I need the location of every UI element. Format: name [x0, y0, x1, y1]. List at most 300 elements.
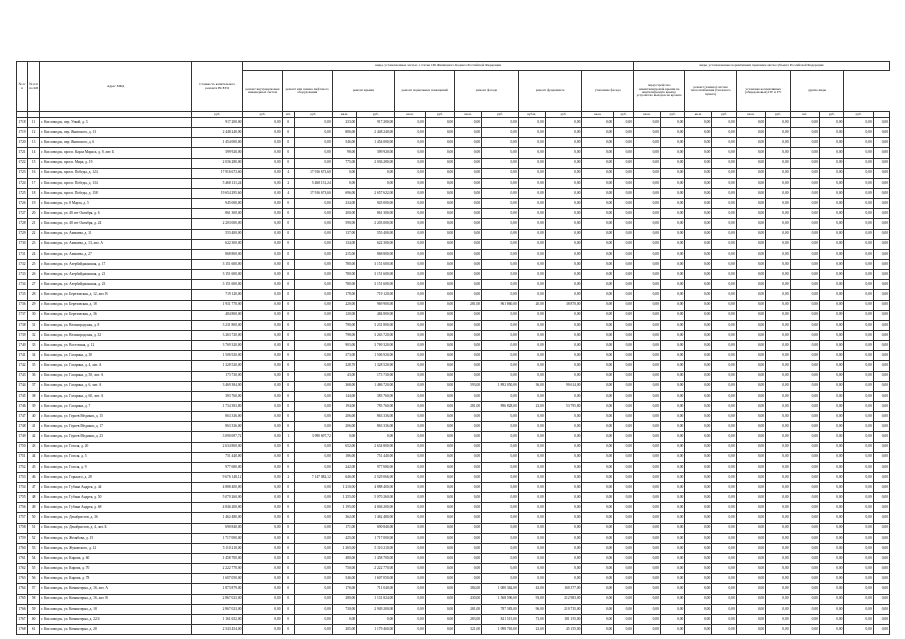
cell-ht_q: 0,00: [685, 412, 712, 422]
cell-bas: 0,00: [425, 614, 454, 624]
cell-x1: 0,00: [819, 462, 843, 472]
cell-bas: 0,00: [425, 452, 454, 462]
cell-fnd: 0,00: [545, 128, 582, 138]
table-row: [17, 574, 890, 584]
cell-x2: 0,00: [844, 168, 873, 178]
cell-k: 59: [28, 604, 40, 614]
cell-bas_q: 0,00: [395, 503, 426, 513]
cell-elev: 0,00: [294, 138, 332, 148]
cell-ht_q: 0,00: [685, 432, 712, 442]
cell-x1: 0,00: [819, 310, 843, 320]
cell-ins_q: 0,00: [582, 594, 614, 604]
cell-fnd: 0,00: [545, 483, 582, 493]
cell-elev_q: 4: [282, 168, 294, 178]
cell-elev_q: 0: [282, 574, 294, 584]
cell-k: 32: [28, 330, 40, 340]
cell-elev_q: 2: [282, 178, 294, 188]
cell-roof_q: 730,00: [332, 604, 356, 614]
cell-ins: 0,00: [614, 554, 634, 564]
cell-flr: 0,00: [660, 229, 684, 239]
col-total: Стоимость капитального ремонта ВСЕГО: [192, 62, 243, 112]
cell-x3: 0,00: [873, 341, 889, 351]
cell-ins_q: 0,00: [582, 158, 614, 168]
cell-elev_q: 0: [282, 219, 294, 229]
cell-roof: 2 949 200,00: [357, 604, 395, 614]
cell-mt_q: 0,00: [736, 472, 765, 482]
cell-bas: 0,00: [425, 280, 454, 290]
cell-fac: 0,00: [482, 138, 519, 148]
cell-fac: 821 515,00: [482, 614, 519, 624]
cell-x1: 0,00: [819, 493, 843, 503]
cell-flr: 0,00: [660, 351, 684, 361]
cell-total: 3 469 384,00: [192, 381, 243, 391]
cell-ht: 0,00: [712, 290, 736, 300]
cell-addr: г. Кисловодск, ул. Коминтерна, д. 16, лит. А: [40, 584, 192, 594]
cell-fac: 0,00: [482, 483, 519, 493]
cell-eng: 0,00: [243, 320, 282, 330]
cell-n: 1740: [17, 341, 28, 351]
cell-fac: 0,00: [482, 422, 519, 432]
cell-fnd: 0,00: [545, 422, 582, 432]
cell-mt_q: 0,00: [736, 533, 765, 543]
cell-fnd_q: 0,00: [518, 523, 545, 533]
cell-roof_q: 215,00: [332, 249, 356, 259]
cell-mt: 0,00: [766, 138, 790, 148]
cell-flr: 0,00: [660, 138, 684, 148]
cell-eng: 0,00: [243, 148, 282, 158]
cell-x2: 0,00: [844, 341, 873, 351]
cell-mt: 0,00: [766, 625, 790, 635]
cell-flr_q: 0,00: [633, 503, 660, 513]
cell-ht: 0,00: [712, 614, 736, 624]
cell-addr: г. Кисловодск, ул. Аммаева, д. 27: [40, 249, 192, 259]
cell-k: 35: [28, 361, 40, 371]
cell-ins: 0,00: [614, 300, 634, 310]
cell-x1: 0,00: [819, 229, 843, 239]
cell-elev_q: 0: [282, 341, 294, 351]
cell-fnd: 181 155,00: [545, 614, 582, 624]
cell-x1: 0,00: [819, 351, 843, 361]
cell-n: 1728: [17, 219, 28, 229]
cell-mt_q: 0,00: [736, 249, 765, 259]
cell-eng: 0,00: [243, 604, 282, 614]
cell-ins: 0,00: [614, 270, 634, 280]
cell-x1: 0,00: [819, 401, 843, 411]
cell-fnd_q: 0,00: [518, 442, 545, 452]
cell-ht_q: 0,00: [685, 128, 712, 138]
cell-ht: 0,00: [712, 118, 736, 128]
cell-elev_q: 0: [282, 543, 294, 553]
cell-fnd_q: 36,00: [518, 381, 545, 391]
cell-fnd: 0,00: [545, 442, 582, 452]
cell-ht: 0,00: [712, 564, 736, 574]
cell-roof: 3 151 600,00: [357, 270, 395, 280]
cell-oth: 0,00: [790, 422, 819, 432]
cell-roof: 3 263 720,00: [357, 330, 395, 340]
cell-flr: 0,00: [660, 188, 684, 198]
cell-ins: 0,00: [614, 361, 634, 371]
cell-k: 57: [28, 584, 40, 594]
cell-flr: 0,00: [660, 503, 684, 513]
cell-k: 33: [28, 341, 40, 351]
cell-ht_q: 0,00: [685, 239, 712, 249]
cell-bas_q: 0,00: [395, 300, 426, 310]
cell-roof_q: 646,00: [332, 472, 356, 482]
cell-flr: 0,00: [660, 371, 684, 381]
cell-x3: 0,00: [873, 229, 889, 239]
cell-roof: 969 900,00: [357, 300, 395, 310]
cell-x3: 0,00: [873, 310, 889, 320]
cell-bas: 0,00: [425, 341, 454, 351]
cell-flr: 0,00: [660, 604, 684, 614]
cell-eng: 0,00: [243, 351, 282, 361]
cell-ins: 0,00: [614, 310, 634, 320]
cell-fac: 0,00: [482, 259, 519, 269]
cell-ins: 0,00: [614, 118, 634, 128]
cell-x2: 0,00: [844, 422, 873, 432]
cell-bas_q: 0,00: [395, 219, 426, 229]
cell-mt_q: 0,00: [736, 239, 765, 249]
cell-bas: 0,00: [425, 148, 454, 158]
cell-k: 43: [28, 442, 40, 452]
cell-flr: 0,00: [660, 422, 684, 432]
cell-x1: 0,00: [819, 554, 843, 564]
cell-ht: 0,00: [712, 199, 736, 209]
cell-fac_q: 283,00: [455, 614, 482, 624]
cell-elev_q: 0: [282, 320, 294, 330]
cell-bas_q: 0,00: [395, 199, 426, 209]
cell-roof: 863 336,00: [357, 412, 395, 422]
cell-elev_q: 0: [282, 118, 294, 128]
cell-x2: 0,00: [844, 371, 873, 381]
cell-ht: 0,00: [712, 391, 736, 401]
cell-ins_q: 0,00: [582, 503, 614, 513]
cell-fnd_q: 0,00: [518, 422, 545, 432]
cell-total: 2 867 023,00: [192, 594, 243, 604]
cell-n: 1736: [17, 300, 28, 310]
table-row: [17, 290, 890, 300]
cell-x1: 0,00: [819, 128, 843, 138]
cell-addr: г. Кисловодск, ул. Кирова, д. 70: [40, 564, 192, 574]
cell-fnd: 0,00: [545, 259, 582, 269]
cell-flr: 0,00: [660, 564, 684, 574]
cell-n: 1746: [17, 401, 28, 411]
cell-elev_q: 2: [282, 472, 294, 482]
cell-bas_q: 0,00: [395, 543, 426, 553]
cell-mt: 0,00: [766, 259, 790, 269]
cell-ht: 0,00: [712, 178, 736, 188]
cell-total: 1 454 000,00: [192, 138, 243, 148]
cell-elev_q: 1: [282, 432, 294, 442]
cell-fnd: 0,00: [545, 371, 582, 381]
cell-total: 2 203 000,00: [192, 219, 243, 229]
cell-roof_q: 798,00: [332, 330, 356, 340]
cell-total: 2 543 454,00: [192, 625, 243, 635]
cell-ins_q: 0,00: [582, 604, 614, 614]
cell-ins: 0,00: [614, 594, 634, 604]
cell-flr_q: 0,00: [633, 229, 660, 239]
cell-mt_q: 0,00: [736, 320, 765, 330]
cell-ins_q: 0,00: [582, 138, 614, 148]
cell-mt: 0,00: [766, 290, 790, 300]
cell-ins: 0,00: [614, 341, 634, 351]
cell-x1: 0,00: [819, 300, 843, 310]
cell-mt_q: 0,00: [736, 401, 765, 411]
cell-roof: 861 300,00: [357, 209, 395, 219]
cell-roof_q: 780,00: [332, 280, 356, 290]
cell-bas_q: 0,00: [395, 239, 426, 249]
cell-roof_q: 206,00: [332, 422, 356, 432]
cell-oth: 0,00: [790, 523, 819, 533]
cell-roof: 553 400,00: [357, 229, 395, 239]
cell-fnd_q: 0,00: [518, 188, 545, 198]
cell-eng: 0,00: [243, 432, 282, 442]
cell-bas_q: 0,00: [395, 412, 426, 422]
cell-bas: 0,00: [425, 209, 454, 219]
cell-bas_q: 0,00: [395, 462, 426, 472]
cell-roof: 484 800,00: [357, 310, 395, 320]
cell-fac: 961 860,00: [482, 300, 519, 310]
cell-ins: 0,00: [614, 452, 634, 462]
cell-mt: 0,00: [766, 249, 790, 259]
cell-mt: 0,00: [766, 168, 790, 178]
cell-flr_q: 0,00: [633, 280, 660, 290]
cell-fnd: 0,00: [545, 351, 582, 361]
cell-roof_q: 0,00: [332, 178, 356, 188]
cell-roof_q: 98,00: [332, 148, 356, 158]
table-row: [17, 625, 890, 635]
cell-fnd: 0,00: [545, 199, 582, 209]
cell-x3: 0,00: [873, 564, 889, 574]
cell-n: 1752: [17, 462, 28, 472]
cell-k: 46: [28, 472, 40, 482]
cell-roof_q: 750,00: [332, 564, 356, 574]
cell-total: 3 769 320,00: [192, 341, 243, 351]
cell-eng: 0,00: [243, 381, 282, 391]
cell-mt_q: 0,00: [736, 614, 765, 624]
cell-ins: 0,00: [614, 412, 634, 422]
col-other: другие виды: [790, 71, 844, 112]
cell-fnd_q: 0,00: [518, 330, 545, 340]
cell-elev_q: 0: [282, 614, 294, 624]
cell-bas: 0,00: [425, 391, 454, 401]
cell-flr_q: 0,00: [633, 584, 660, 594]
cell-total: 399 920,00: [192, 148, 243, 158]
cell-elev: 0,00: [294, 462, 332, 472]
cell-fac_q: 0,00: [455, 209, 482, 219]
cell-n: 1763: [17, 574, 28, 584]
cell-bas: 0,00: [425, 442, 454, 452]
cell-ins_q: 0,00: [582, 564, 614, 574]
cell-flr_q: 0,00: [633, 574, 660, 584]
cell-bas_q: 0,00: [395, 320, 426, 330]
table-body: [17, 118, 890, 635]
cell-ht: 0,00: [712, 543, 736, 553]
cell-fac_q: 0,00: [455, 543, 482, 553]
cell-bas_q: 0,00: [395, 270, 426, 280]
cell-flr_q: 0,00: [633, 513, 660, 523]
cell-roof_q: 205,00: [332, 625, 356, 635]
cell-fac: 0,00: [482, 330, 519, 340]
cell-oth: 0,00: [790, 543, 819, 553]
cell-bas_q: 0,00: [395, 361, 426, 371]
cell-x1: 0,00: [819, 452, 843, 462]
cell-fnd_q: 20,00: [518, 300, 545, 310]
cell-mt_q: 0,00: [736, 462, 765, 472]
cell-ht_q: 0,00: [685, 351, 712, 361]
cell-bas: 0,00: [425, 401, 454, 411]
cell-fnd_q: 23,00: [518, 625, 545, 635]
cell-x1: 0,00: [819, 371, 843, 381]
cell-bas: 0,00: [425, 513, 454, 523]
cell-roof_q: 652,00: [332, 442, 356, 452]
cell-bas_q: 0,00: [395, 432, 426, 442]
cell-mt: 0,00: [766, 472, 790, 482]
cell-k: 55: [28, 564, 40, 574]
cell-addr: г. Кисловодск, ул. Гоголя, д. 9: [40, 462, 192, 472]
cell-roof: 0,00: [357, 178, 395, 188]
table-row: [17, 219, 890, 229]
cell-elev: 0,00: [294, 503, 332, 513]
cell-mt_q: 0,00: [736, 361, 765, 371]
cell-mt_q: 0,00: [736, 168, 765, 178]
cell-flr: 0,00: [660, 594, 684, 604]
cell-mt_q: 0,00: [736, 391, 765, 401]
cell-ht_q: 0,00: [685, 401, 712, 411]
cell-x1: 0,00: [819, 178, 843, 188]
cell-x1: 0,00: [819, 584, 843, 594]
cell-oth: 0,00: [790, 432, 819, 442]
cell-ins: 0,00: [614, 320, 634, 330]
cell-oth: 0,00: [790, 371, 819, 381]
cell-eng: 0,00: [243, 239, 282, 249]
cell-fnd: 0,00: [545, 533, 582, 543]
table-row: [17, 199, 890, 209]
cell-ins: 0,00: [614, 483, 634, 493]
cell-fac: 1 568 596,00: [482, 594, 519, 604]
cell-x3: 0,00: [873, 493, 889, 503]
cell-roof_q: 0,00: [332, 168, 356, 178]
cell-addr: г. Кисловодск, ул. Желябова, д. 15: [40, 533, 192, 543]
cell-ht: 0,00: [712, 229, 736, 239]
group-federal: виды, установленные частью 1 статьи 166 Жилищного Кодекса Российской Федерации: [243, 62, 634, 71]
cell-addr: г. Кисловодск, ул. Велинградская, д. 8: [40, 320, 192, 330]
cell-k: 47: [28, 483, 40, 493]
cell-k: 19: [28, 199, 40, 209]
cell-x3: 0,00: [873, 503, 889, 513]
table-row: [17, 229, 890, 239]
cell-flr_q: 0,00: [633, 148, 660, 158]
cell-fnd: 0,00: [545, 472, 582, 482]
cell-ins: 0,00: [614, 391, 634, 401]
cell-fnd_q: 0,00: [518, 432, 545, 442]
cell-roof: 719 120,00: [357, 290, 395, 300]
cell-x2: 0,00: [844, 483, 873, 493]
cell-flr: 0,00: [660, 401, 684, 411]
cell-flr_q: 0,00: [633, 462, 660, 472]
cell-n: 1767: [17, 614, 28, 624]
cell-mt: 0,00: [766, 188, 790, 198]
cell-bas: 0,00: [425, 472, 454, 482]
cell-mt_q: 0,00: [736, 493, 765, 503]
cell-x1: 0,00: [819, 188, 843, 198]
cell-oth: 0,00: [790, 503, 819, 513]
cell-ht_q: 0,00: [685, 513, 712, 523]
cell-mt_q: 0,00: [736, 432, 765, 442]
cell-x2: 0,00: [844, 412, 873, 422]
cell-roof: 751 440,00: [357, 452, 395, 462]
cell-x3: 0,00: [873, 351, 889, 361]
cell-fac_q: 0,00: [455, 351, 482, 361]
cell-n: 1759: [17, 533, 28, 543]
cell-x2: 0,00: [844, 493, 873, 503]
col-foundation: ремонт фундамента: [518, 71, 582, 112]
cell-fac: 0,00: [482, 543, 519, 553]
cell-k: 18: [28, 188, 40, 198]
cell-total: 2 867 023,00: [192, 604, 243, 614]
cell-fnd_q: 0,00: [518, 391, 545, 401]
cell-n: 1730: [17, 239, 28, 249]
cell-fac: 0,00: [482, 148, 519, 158]
cell-flr: 0,00: [660, 320, 684, 330]
cell-elev_q: 0: [282, 493, 294, 503]
cell-x2: 0,00: [844, 199, 873, 209]
cell-elev: 0,00: [294, 229, 332, 239]
cell-x3: 0,00: [873, 330, 889, 340]
cell-mt_q: 0,00: [736, 219, 765, 229]
cell-oth: 0,00: [790, 472, 819, 482]
cell-ht_q: 0,00: [685, 188, 712, 198]
cell-fnd: 90 614,00: [545, 381, 582, 391]
cell-fnd_q: 0,00: [518, 229, 545, 239]
cell-bas: 0,00: [425, 330, 454, 340]
cell-x2: 0,00: [844, 148, 873, 158]
cell-x3: 0,00: [873, 584, 889, 594]
cell-ht: 0,00: [712, 259, 736, 269]
cell-mt_q: 0,00: [736, 543, 765, 553]
cell-roof: 4 888 400,00: [357, 483, 395, 493]
cell-ht: 0,00: [712, 513, 736, 523]
cell-roof_q: 200,00: [332, 209, 356, 219]
cell-x2: 0,00: [844, 219, 873, 229]
cell-roof_q: 186,00: [332, 452, 356, 462]
cell-x1: 0,00: [819, 391, 843, 401]
cell-eng: 0,00: [243, 158, 282, 168]
cell-bas_q: 0,00: [395, 483, 426, 493]
cell-total: 1 161 652,00: [192, 614, 243, 624]
cell-ht: 0,00: [712, 239, 736, 249]
cell-fnd: 0,00: [545, 168, 582, 178]
cell-ins_q: 0,00: [582, 371, 614, 381]
cell-x1: 0,00: [819, 138, 843, 148]
cell-x1: 0,00: [819, 412, 843, 422]
cell-x3: 0,00: [873, 138, 889, 148]
cell-eng: 0,00: [243, 614, 282, 624]
cell-flr: 0,00: [660, 381, 684, 391]
cell-flr: 0,00: [660, 543, 684, 553]
cell-roof_q: 43,00: [332, 371, 356, 381]
cell-elev_q: 0: [282, 259, 294, 269]
cell-roof: 1 131 824,00: [357, 594, 395, 604]
cell-total: 5 468 131,24: [192, 178, 243, 188]
cell-addr: г. Кисловодск, ул. Азербайджанская, д. 23: [40, 280, 192, 290]
cell-k: 17: [28, 178, 40, 188]
cell-roof: 2 036 280,00: [357, 158, 395, 168]
cell-k: 21: [28, 219, 40, 229]
cell-mt: 0,00: [766, 442, 790, 452]
cell-ins: 0,00: [614, 543, 634, 553]
cell-fac_q: 0,00: [455, 533, 482, 543]
